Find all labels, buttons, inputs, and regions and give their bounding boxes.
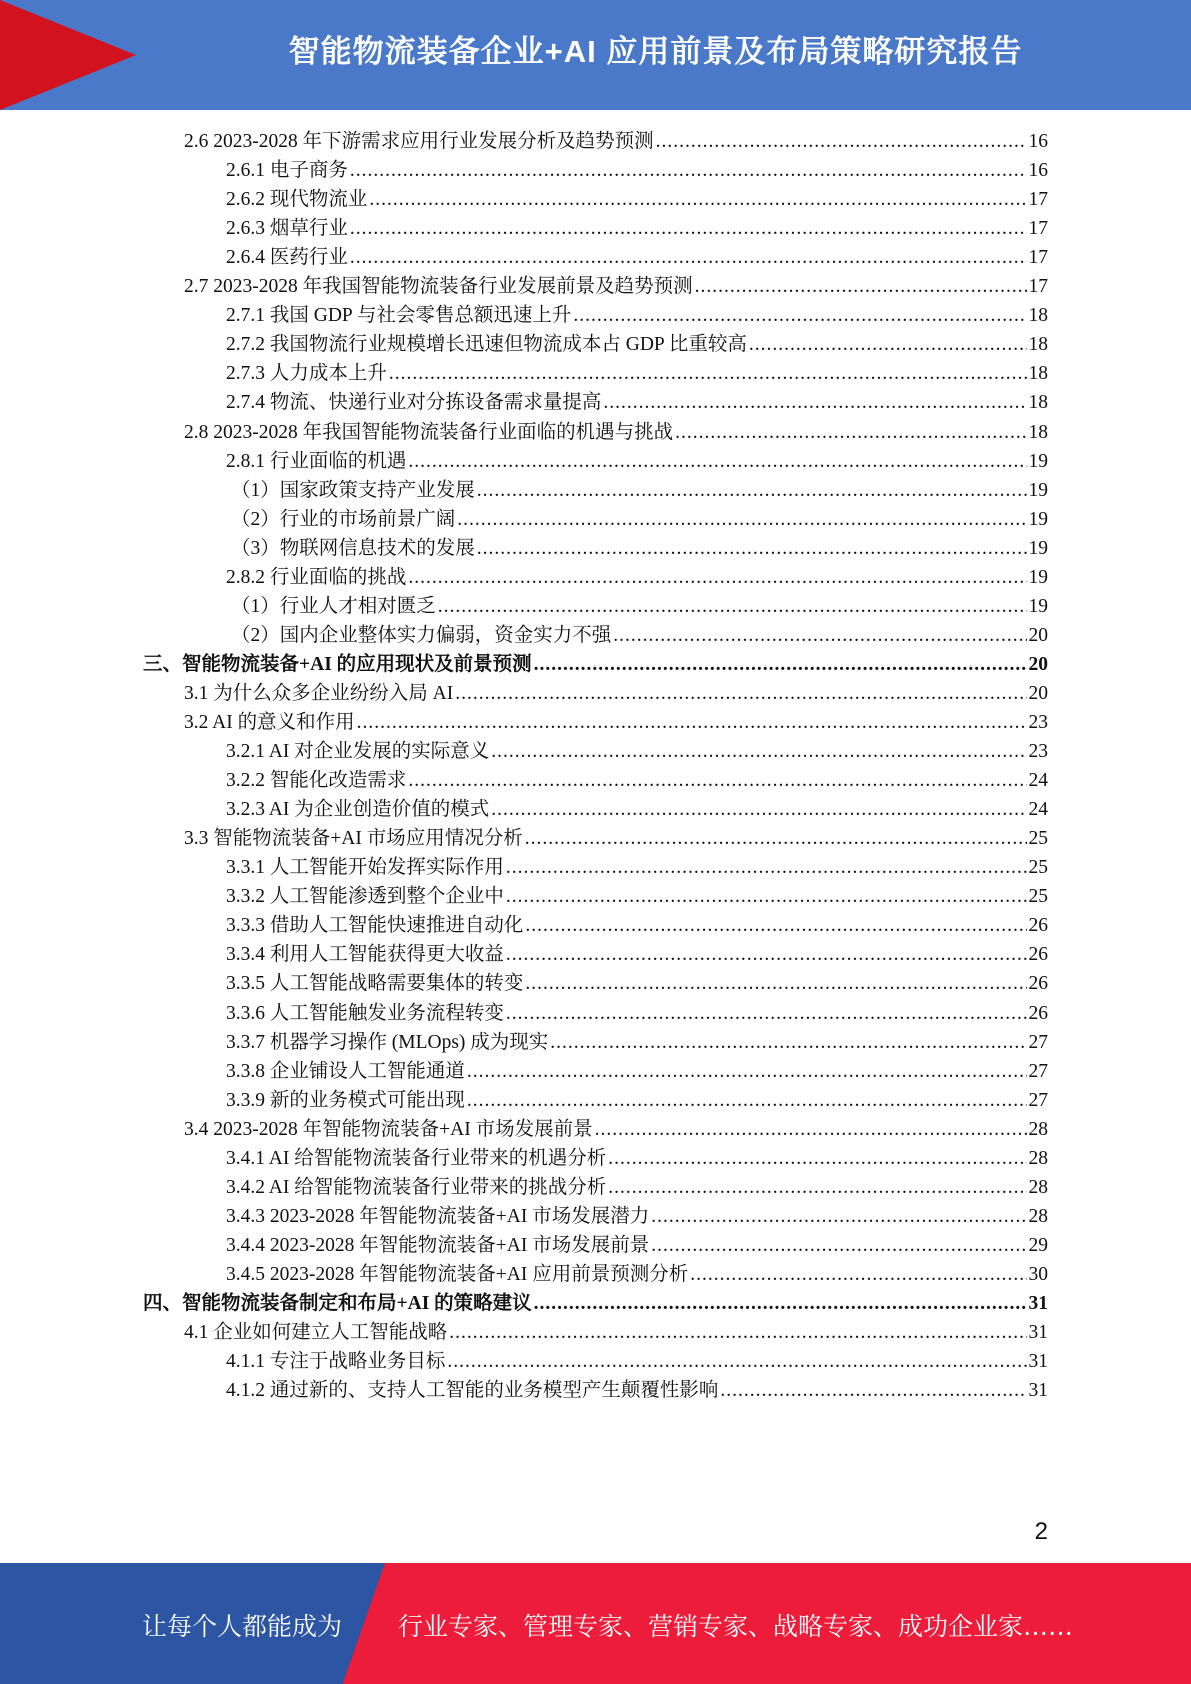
toc-entry[interactable] xyxy=(143,649,1048,680)
toc-leader-dots xyxy=(525,910,1026,941)
toc-entry-label: 3.3.5 人工智能战略需要集体的转变 xyxy=(226,973,524,995)
toc-entry-label: 3.3.6 人工智能触发业务流程转变 xyxy=(226,1002,504,1024)
toc-leader-dots xyxy=(477,475,1027,506)
toc-entry-label: 3.3.4 利用人工智能获得更大收益 xyxy=(226,944,504,966)
toc-entry-page: 16 xyxy=(1028,160,1048,182)
toc-leader-dots xyxy=(595,1114,1027,1145)
toc-entry-label: 3.4.4 2023-2028 年智能物流装备+AI 市场发展前景 xyxy=(226,1234,650,1256)
toc-leader-dots xyxy=(350,155,1027,186)
toc-leader-dots xyxy=(534,1288,1027,1319)
toc-entry-page: 17 xyxy=(1028,189,1048,211)
toc-entry[interactable] xyxy=(226,562,1048,593)
toc-leader-dots xyxy=(550,1027,1026,1058)
header-red-chevron xyxy=(0,0,136,110)
toc-entry-label: 2.7.3 人力成本上升 xyxy=(226,363,387,385)
toc-entry-label: 2.7 2023-2028 年我国智能物流装备行业发展前景及趋势预测 xyxy=(184,276,693,298)
toc-entry-page: 26 xyxy=(1028,1002,1048,1024)
toc-entry[interactable] xyxy=(226,968,1048,999)
toc-leader-dots xyxy=(467,1085,1027,1116)
toc-entry-page: 31 xyxy=(1028,1351,1048,1373)
toc-entry-label: 2.8.2 行业面临的挑战 xyxy=(226,566,407,588)
toc-entry-page: 20 xyxy=(1028,682,1048,704)
toc-entry-page: 18 xyxy=(1028,334,1048,356)
toc-entry[interactable] xyxy=(226,1027,1048,1058)
toc-entry-label: 3.4 2023-2028 年智能物流装备+AI 市场发展前景 xyxy=(184,1118,593,1140)
toc-entry-label: 3.4.1 AI 给智能物流装备行业带来的机遇分析 xyxy=(226,1147,607,1169)
toc-leader-dots xyxy=(506,852,1027,883)
toc-entry-page: 19 xyxy=(1028,450,1048,472)
toc-entry-label: （1）国家政策支持产业发展 xyxy=(231,479,475,501)
toc-entry-page: 28 xyxy=(1028,1118,1048,1140)
toc-entry-label: 3.3.7 机器学习操作 (MLOps) 成为现实 xyxy=(226,1031,549,1053)
toc-entry-page: 31 xyxy=(1028,1380,1048,1402)
toc-leader-dots xyxy=(534,649,1027,680)
toc-entry[interactable] xyxy=(226,300,1048,331)
toc-leader-dots xyxy=(506,998,1027,1029)
toc-entry[interactable] xyxy=(184,126,1048,157)
toc-entry-page: 17 xyxy=(1028,276,1048,298)
toc-leader-dots xyxy=(369,184,1026,215)
toc-entry-label: 2.8.1 行业面临的机遇 xyxy=(226,450,407,472)
toc-entry-page: 17 xyxy=(1028,247,1048,269)
toc-entry[interactable] xyxy=(184,271,1048,302)
toc-entry-page: 20 xyxy=(1028,653,1048,675)
page-number: 2 xyxy=(1034,1518,1048,1545)
toc-leader-dots xyxy=(608,1143,1026,1174)
toc-leader-dots xyxy=(438,591,1027,622)
toc-entry[interactable] xyxy=(231,533,1048,564)
toc-entry-page: 18 xyxy=(1028,363,1048,385)
toc-entry-page: 20 xyxy=(1028,624,1048,646)
toc-entry-page: 18 xyxy=(1028,392,1048,414)
toc-entry-label: 3.3.8 企业铺设人工智能通道 xyxy=(226,1060,465,1082)
toc-entry-page: 24 xyxy=(1028,799,1048,821)
toc-entry[interactable] xyxy=(226,242,1048,273)
toc-entry-label: 2.8 2023-2028 年我国智能物流装备行业面临的机遇与挑战 xyxy=(184,421,674,443)
toc-entry[interactable] xyxy=(184,417,1048,448)
footer-slogan-left: 让每个人都能成为 xyxy=(142,1612,343,1641)
toc-leader-dots xyxy=(408,562,1026,593)
toc-entry-page: 25 xyxy=(1028,886,1048,908)
toc-entry[interactable] xyxy=(226,1172,1048,1203)
toc-entry[interactable] xyxy=(143,1288,1048,1319)
toc-leader-dots xyxy=(749,329,1027,360)
toc-leader-dots xyxy=(525,823,1027,854)
toc-leader-dots xyxy=(477,533,1027,564)
toc-entry-label: 2.7.1 我国 GDP 与社会零售总额迅速上升 xyxy=(226,305,572,327)
toc-entry[interactable] xyxy=(226,852,1048,883)
toc-entry[interactable] xyxy=(231,620,1048,651)
toc-leader-dots xyxy=(651,1201,1026,1232)
toc-entry-label: 3.2.3 AI 为企业创造价值的模式 xyxy=(226,799,490,821)
toc-entry[interactable] xyxy=(226,446,1048,477)
toc-entry[interactable] xyxy=(226,910,1048,941)
toc-entry-label: 3.4.3 2023-2028 年智能物流装备+AI 市场发展潜力 xyxy=(226,1205,650,1227)
toc-entry[interactable] xyxy=(184,823,1048,854)
toc-entry-label: 3.2 AI 的意义和作用 xyxy=(184,712,355,733)
toc-entry-page: 23 xyxy=(1028,741,1048,763)
toc-entry-label: 2.7.4 物流、快递行业对分拣设备需求量提高 xyxy=(226,392,602,414)
toc-entry-label: 3.4.2 AI 给智能物流装备行业带来的挑战分析 xyxy=(226,1176,607,1198)
toc-leader-dots xyxy=(350,242,1027,273)
toc-entry-page: 31 xyxy=(1028,1322,1048,1344)
toc-entry-page: 26 xyxy=(1028,915,1048,937)
toc-entry[interactable] xyxy=(226,1085,1048,1116)
report-title: 智能物流装备企业+AI 应用前景及布局策略研究报告 xyxy=(288,34,1023,69)
toc-entry-page: 16 xyxy=(1028,131,1048,152)
toc-entry-page: 30 xyxy=(1028,1263,1048,1285)
toc-entry[interactable] xyxy=(226,794,1048,825)
toc-entry-label: 3.4.5 2023-2028 年智能物流装备+AI 应用前景预测分析 xyxy=(226,1263,689,1285)
toc-leader-dots xyxy=(613,620,1026,651)
toc-entry-page: 28 xyxy=(1028,1147,1048,1169)
report-header xyxy=(0,0,1191,110)
toc-leader-dots xyxy=(695,271,1027,302)
toc-entry-label: （3）物联网信息技术的发展 xyxy=(231,537,475,559)
toc-entry-label: （2）国内企业整体实力偏弱，资金实力不强 xyxy=(231,624,612,646)
toc-entry-label: 3.3.1 人工智能开始发挥实际作用 xyxy=(226,857,504,879)
toc-entry[interactable] xyxy=(226,1201,1048,1232)
toc-entry[interactable] xyxy=(226,939,1048,970)
toc-entry[interactable] xyxy=(184,678,1048,709)
toc-leader-dots xyxy=(408,446,1026,477)
toc-entry-label: 2.7.2 我国物流行业规模增长迅速但物流成本占 GDP 比重较高 xyxy=(226,334,747,356)
toc-entry[interactable] xyxy=(226,1230,1048,1261)
toc-entry-page: 19 xyxy=(1028,537,1048,559)
toc-entry-page: 29 xyxy=(1028,1234,1048,1256)
toc-leader-dots xyxy=(506,939,1027,970)
toc-entry[interactable] xyxy=(184,1114,1048,1145)
toc-entry-page: 28 xyxy=(1028,1205,1048,1227)
toc-entry[interactable] xyxy=(226,881,1048,912)
toc-leader-dots xyxy=(720,1375,1026,1406)
toc-entry-label: 4.1 企业如何建立人工智能战略 xyxy=(184,1322,448,1344)
toc-entry-page: 24 xyxy=(1028,770,1048,792)
toc-entry-label: 3.3.2 人工智能渗透到整个企业中 xyxy=(226,886,504,908)
toc-entry-page: 26 xyxy=(1028,944,1048,966)
toc-entry-page: 19 xyxy=(1028,508,1048,530)
toc-entry[interactable] xyxy=(226,155,1048,186)
toc-entry[interactable] xyxy=(226,329,1048,360)
toc-entry-page: 27 xyxy=(1028,1060,1048,1082)
toc-entry[interactable] xyxy=(226,1143,1048,1174)
toc-entry[interactable] xyxy=(226,998,1048,1029)
toc-leader-dots xyxy=(491,736,1026,767)
toc-entry-label: 三、智能物流装备+AI 的应用现状及前景预测 xyxy=(143,653,532,675)
toc-entry-label: 2.6.4 医药行业 xyxy=(226,247,348,269)
toc-entry-label: （2）行业的市场前景广阔 xyxy=(231,508,456,530)
toc-entry[interactable] xyxy=(226,1056,1048,1087)
toc-entry-label: （1）行业人才相对匮乏 xyxy=(231,595,436,617)
toc-entry-page: 27 xyxy=(1028,1089,1048,1111)
toc-entry[interactable] xyxy=(226,213,1048,244)
report-footer xyxy=(0,1563,1191,1684)
toc-entry-label: 4.1.1 专注于战略业务目标 xyxy=(226,1351,446,1373)
toc-entry-label: 4.1.2 通过新的、支持人工智能的业务模型产生颠覆性影响 xyxy=(226,1380,719,1402)
toc-entry-page: 28 xyxy=(1028,1176,1048,1198)
toc-entry-label: 3.3.9 新的业务模式可能出现 xyxy=(226,1089,465,1111)
toc-entry-page: 18 xyxy=(1028,421,1048,443)
toc-leader-dots xyxy=(457,504,1026,535)
toc-leader-dots xyxy=(675,417,1026,448)
toc-leader-dots xyxy=(506,881,1027,912)
toc-entry[interactable] xyxy=(226,1346,1048,1377)
toc-leader-dots xyxy=(656,126,1027,157)
toc-entry-page: 26 xyxy=(1028,973,1048,995)
toc-entry-page: 17 xyxy=(1028,218,1048,240)
toc-leader-dots xyxy=(690,1259,1026,1290)
toc-entry-page: 19 xyxy=(1028,479,1048,501)
toc-entry-label: 3.2.2 智能化改造需求 xyxy=(226,770,407,792)
toc-entry[interactable] xyxy=(226,358,1048,389)
toc-leader-dots xyxy=(491,794,1026,825)
toc-entry[interactable] xyxy=(226,387,1048,418)
footer-slogan-right: 行业专家、管理专家、营销专家、战略专家、成功企业家…… xyxy=(398,1612,1074,1641)
toc-entry-label: 2.6.2 现代物流业 xyxy=(226,189,368,211)
toc-entry-page: 27 xyxy=(1028,1031,1048,1053)
toc-entry-label: 3.3 智能物流装备+AI 市场应用情况分析 xyxy=(184,828,523,850)
toc-entry[interactable] xyxy=(231,475,1048,506)
toc-leader-dots xyxy=(525,968,1026,999)
toc-entry-page: 23 xyxy=(1028,712,1048,733)
toc-entry[interactable] xyxy=(226,184,1048,215)
toc-entry-label: 四、智能物流装备制定和布局+AI 的策略建议 xyxy=(143,1293,532,1314)
toc-entry-page: 19 xyxy=(1028,595,1048,617)
toc-leader-dots xyxy=(447,1346,1026,1377)
toc-leader-dots xyxy=(603,387,1026,418)
toc-entry[interactable] xyxy=(226,736,1048,767)
toc-entry-page: 18 xyxy=(1028,305,1048,327)
toc-entry[interactable] xyxy=(231,504,1048,535)
toc-entry-page: 19 xyxy=(1028,566,1048,588)
toc-entry[interactable] xyxy=(231,591,1048,622)
toc-entry-page: 31 xyxy=(1028,1293,1048,1314)
toc-entry[interactable] xyxy=(226,1375,1048,1406)
toc-entry-label: 2.6 2023-2028 年下游需求应用行业发展分析及趋势预测 xyxy=(184,131,654,152)
toc-leader-dots xyxy=(350,213,1027,244)
toc-entry-label: 2.6.3 烟草行业 xyxy=(226,218,348,240)
toc-leader-dots xyxy=(357,707,1027,738)
toc-entry[interactable] xyxy=(184,1317,1048,1348)
toc-entry-label: 3.2.1 AI 对企业发展的实际意义 xyxy=(226,741,490,763)
toc-leader-dots xyxy=(467,1056,1027,1087)
toc-entry[interactable] xyxy=(226,765,1048,796)
toc-entry-page: 25 xyxy=(1028,857,1048,879)
toc-entry[interactable] xyxy=(184,707,1048,738)
toc-leader-dots xyxy=(455,678,1026,709)
toc-entry-label: 2.6.1 电子商务 xyxy=(226,160,348,182)
toc-entry[interactable] xyxy=(226,1259,1048,1290)
toc-leader-dots xyxy=(608,1172,1026,1203)
toc-leader-dots xyxy=(573,300,1026,331)
toc-leader-dots xyxy=(389,358,1027,389)
toc-entry-page: 25 xyxy=(1028,828,1048,850)
toc-entry-label: 3.3.3 借助人工智能快速推进自动化 xyxy=(226,915,524,937)
toc-leader-dots xyxy=(408,765,1026,796)
toc-leader-dots xyxy=(449,1317,1026,1348)
toc-leader-dots xyxy=(651,1230,1026,1261)
toc-entry-label: 3.1 为什么众多企业纷纷入局 AI xyxy=(184,682,454,704)
